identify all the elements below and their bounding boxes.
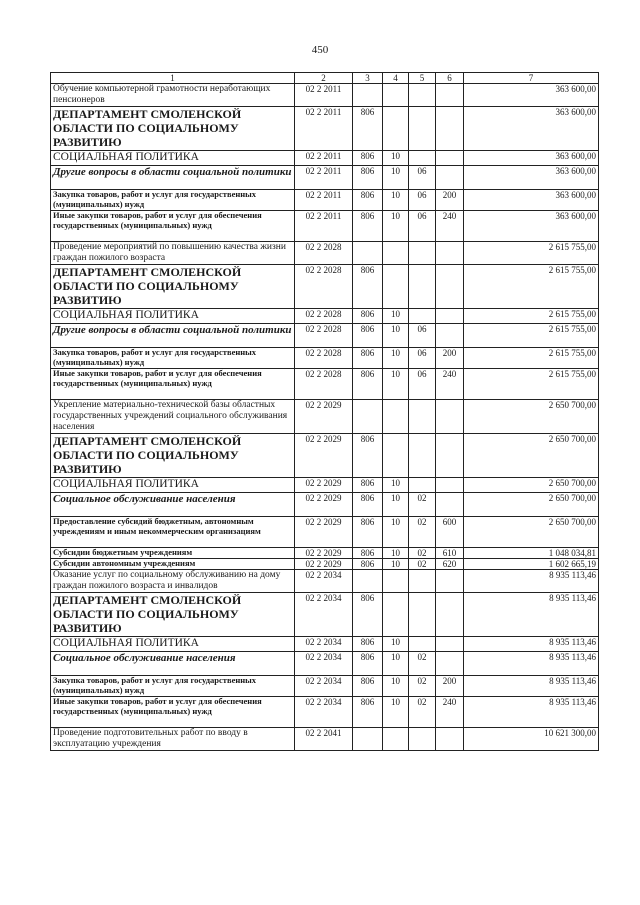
- cell-section: 10: [383, 517, 409, 548]
- cell-expense-type: 600: [436, 517, 464, 548]
- cell-amount: 2 615 755,00: [464, 348, 599, 369]
- cell-code: 02 2 2029: [295, 434, 353, 478]
- cell-section: 10: [383, 493, 409, 517]
- header-cell-grbs: 3: [353, 73, 383, 84]
- table-row: [51, 151, 599, 166]
- cell-name: Иные закупки товаров, работ и услуг для обеспечения государственных (муниципальных) нужд: [51, 211, 295, 242]
- cell-subsection: [409, 570, 436, 593]
- table-row: [51, 559, 599, 570]
- cell-subsection: 06: [409, 166, 436, 190]
- cell-expense-type: [436, 652, 464, 676]
- cell-amount: 2 615 755,00: [464, 242, 599, 265]
- cell-name: СОЦИАЛЬНАЯ ПОЛИТИКА: [51, 309, 295, 324]
- table-row: [51, 697, 599, 728]
- cell-code: 02 2 2028: [295, 309, 353, 324]
- header-cell-expense-type: 6: [436, 73, 464, 84]
- cell-amount: 2 615 755,00: [464, 369, 599, 400]
- cell-subsection: [409, 242, 436, 265]
- cell-amount: 2 615 755,00: [464, 265, 599, 309]
- table-row: [51, 348, 599, 369]
- cell-grbs: 806: [353, 190, 383, 211]
- cell-subsection: 06: [409, 324, 436, 348]
- cell-name: Иные закупки товаров, работ и услуг для обеспечения государственных (муниципальных) нужд: [51, 369, 295, 400]
- cell-subsection: 02: [409, 493, 436, 517]
- cell-name: Закупка товаров, работ и услуг для государственных (муниципальных) нужд: [51, 190, 295, 211]
- cell-amount: 363 600,00: [464, 190, 599, 211]
- cell-section: [383, 400, 409, 434]
- cell-amount: 363 600,00: [464, 107, 599, 151]
- table-row: [51, 166, 599, 190]
- cell-expense-type: [436, 309, 464, 324]
- cell-code: 02 2 2034: [295, 637, 353, 652]
- cell-name: Проведение подготовительных работ по вводу в эксплуатацию учреждения: [51, 728, 295, 751]
- cell-grbs: 806: [353, 369, 383, 400]
- cell-section: [383, 570, 409, 593]
- cell-subsection: [409, 434, 436, 478]
- cell-grbs: [353, 400, 383, 434]
- cell-expense-type: [436, 107, 464, 151]
- cell-grbs: 806: [353, 478, 383, 493]
- table-row: [51, 652, 599, 676]
- cell-name: Субсидии автономным учреждениям: [51, 559, 295, 570]
- cell-name: СОЦИАЛЬНАЯ ПОЛИТИКА: [51, 637, 295, 652]
- table-body: [51, 84, 599, 751]
- cell-section: 10: [383, 324, 409, 348]
- cell-name: ДЕПАРТАМЕНТ СМОЛЕНСКОЙ ОБЛАСТИ ПО СОЦИАЛЬНОМУ РАЗВИТИЮ: [51, 593, 295, 637]
- table-row: [51, 728, 599, 751]
- table-row: [51, 369, 599, 400]
- cell-subsection: 02: [409, 517, 436, 548]
- header-cell-section: 4: [383, 73, 409, 84]
- cell-code: 02 2 2011: [295, 211, 353, 242]
- cell-code: 02 2 2028: [295, 348, 353, 369]
- cell-name: ДЕПАРТАМЕНТ СМОЛЕНСКОЙ ОБЛАСТИ ПО СОЦИАЛЬНОМУ РАЗВИТИЮ: [51, 434, 295, 478]
- cell-expense-type: 200: [436, 190, 464, 211]
- cell-code: 02 2 2028: [295, 242, 353, 265]
- table-row: [51, 211, 599, 242]
- cell-amount: 2 650 700,00: [464, 517, 599, 548]
- cell-code: 02 2 2034: [295, 652, 353, 676]
- cell-amount: 2 650 700,00: [464, 434, 599, 478]
- cell-amount: 363 600,00: [464, 151, 599, 166]
- cell-subsection: [409, 107, 436, 151]
- header-cell-name: 1: [51, 73, 295, 84]
- table-row: [51, 265, 599, 309]
- page-number: 450: [311, 44, 329, 56]
- header-cell-code: 2: [295, 73, 353, 84]
- cell-section: [383, 242, 409, 265]
- table-row: [51, 190, 599, 211]
- cell-name: Иные закупки товаров, работ и услуг для обеспечения государственных (муниципальных) нужд: [51, 697, 295, 728]
- cell-grbs: 806: [353, 166, 383, 190]
- cell-code: 02 2 2029: [295, 478, 353, 493]
- cell-section: [383, 593, 409, 637]
- table-row: [51, 593, 599, 637]
- cell-amount: 2 650 700,00: [464, 478, 599, 493]
- table-row: [51, 676, 599, 697]
- cell-expense-type: 200: [436, 676, 464, 697]
- cell-grbs: 806: [353, 434, 383, 478]
- cell-section: 10: [383, 548, 409, 559]
- cell-section: 10: [383, 151, 409, 166]
- cell-subsection: 02: [409, 697, 436, 728]
- cell-name: Закупка товаров, работ и услуг для государственных (муниципальных) нужд: [51, 676, 295, 697]
- cell-name: Другие вопросы в области социальной политики: [51, 166, 295, 190]
- cell-code: 02 2 2011: [295, 166, 353, 190]
- cell-section: 10: [383, 637, 409, 652]
- cell-amount: 363 600,00: [464, 166, 599, 190]
- cell-name: Социальное обслуживание населения: [51, 652, 295, 676]
- cell-expense-type: 240: [436, 369, 464, 400]
- cell-code: 02 2 2011: [295, 190, 353, 211]
- cell-code: 02 2 2034: [295, 697, 353, 728]
- cell-grbs: 806: [353, 548, 383, 559]
- cell-expense-type: [436, 637, 464, 652]
- cell-grbs: [353, 570, 383, 593]
- cell-amount: 2 650 700,00: [464, 493, 599, 517]
- cell-section: 10: [383, 211, 409, 242]
- cell-section: 10: [383, 369, 409, 400]
- cell-subsection: 06: [409, 211, 436, 242]
- table-row: [51, 324, 599, 348]
- cell-section: [383, 107, 409, 151]
- cell-amount: 8 935 113,46: [464, 676, 599, 697]
- header-cell-subsection: 5: [409, 73, 436, 84]
- cell-expense-type: [436, 728, 464, 751]
- table-row: [51, 478, 599, 493]
- cell-section: 10: [383, 166, 409, 190]
- cell-grbs: 806: [353, 697, 383, 728]
- cell-subsection: 02: [409, 652, 436, 676]
- cell-grbs: 806: [353, 348, 383, 369]
- cell-subsection: [409, 593, 436, 637]
- cell-grbs: 806: [353, 265, 383, 309]
- cell-subsection: [409, 637, 436, 652]
- cell-expense-type: 620: [436, 559, 464, 570]
- cell-grbs: [353, 84, 383, 107]
- cell-grbs: 806: [353, 559, 383, 570]
- cell-code: 02 2 2029: [295, 493, 353, 517]
- cell-amount: 8 935 113,46: [464, 593, 599, 637]
- cell-name: Предоставление субсидий бюджетным, автономным учреждениям и иным некоммерческим организациям: [51, 517, 295, 548]
- cell-code: 02 2 2029: [295, 517, 353, 548]
- cell-subsection: [409, 728, 436, 751]
- table-row: [51, 309, 599, 324]
- cell-code: 02 2 2034: [295, 676, 353, 697]
- cell-name: СОЦИАЛЬНАЯ ПОЛИТИКА: [51, 478, 295, 493]
- table-row: [51, 400, 599, 434]
- cell-section: 10: [383, 348, 409, 369]
- table-row: [51, 637, 599, 652]
- cell-code: 02 2 2011: [295, 84, 353, 107]
- cell-section: 10: [383, 652, 409, 676]
- cell-name: Социальное обслуживание населения: [51, 493, 295, 517]
- cell-subsection: [409, 400, 436, 434]
- cell-section: [383, 84, 409, 107]
- cell-name: Обучение компьютерной грамотности неработающих пенсионеров: [51, 84, 295, 107]
- cell-section: 10: [383, 309, 409, 324]
- cell-grbs: 806: [353, 309, 383, 324]
- cell-code: 02 2 2029: [295, 400, 353, 434]
- cell-amount: 8 935 113,46: [464, 570, 599, 593]
- cell-amount: 2 615 755,00: [464, 309, 599, 324]
- cell-grbs: 806: [353, 151, 383, 166]
- cell-expense-type: [436, 265, 464, 309]
- cell-name: Субсидии бюджетным учреждениям: [51, 548, 295, 559]
- cell-code: 02 2 2041: [295, 728, 353, 751]
- cell-section: 10: [383, 559, 409, 570]
- cell-name: Оказание услуг по социальному обслуживанию на дому граждан пожилого возраста и инвалидов: [51, 570, 295, 593]
- cell-subsection: [409, 151, 436, 166]
- cell-code: 02 2 2011: [295, 151, 353, 166]
- header-row: [51, 73, 599, 84]
- cell-expense-type: [436, 84, 464, 107]
- cell-subsection: 06: [409, 369, 436, 400]
- budget-table: [50, 72, 599, 751]
- cell-subsection: [409, 478, 436, 493]
- cell-subsection: [409, 84, 436, 107]
- cell-amount: 363 600,00: [464, 84, 599, 107]
- cell-grbs: 806: [353, 652, 383, 676]
- cell-subsection: [409, 265, 436, 309]
- cell-subsection: 06: [409, 348, 436, 369]
- cell-grbs: 806: [353, 211, 383, 242]
- cell-section: [383, 265, 409, 309]
- cell-name: СОЦИАЛЬНАЯ ПОЛИТИКА: [51, 151, 295, 166]
- cell-code: 02 2 2028: [295, 369, 353, 400]
- cell-code: 02 2 2034: [295, 570, 353, 593]
- cell-amount: 10 621 300,00: [464, 728, 599, 751]
- cell-code: 02 2 2011: [295, 107, 353, 151]
- cell-section: 10: [383, 478, 409, 493]
- cell-name: ДЕПАРТАМЕНТ СМОЛЕНСКОЙ ОБЛАСТИ ПО СОЦИАЛЬНОМУ РАЗВИТИЮ: [51, 265, 295, 309]
- cell-expense-type: 610: [436, 548, 464, 559]
- cell-name: Другие вопросы в области социальной политики: [51, 324, 295, 348]
- cell-expense-type: [436, 151, 464, 166]
- cell-grbs: [353, 728, 383, 751]
- cell-grbs: 806: [353, 107, 383, 151]
- cell-subsection: 02: [409, 676, 436, 697]
- header-cell-amount: 7: [464, 73, 599, 84]
- cell-code: 02 2 2034: [295, 593, 353, 637]
- cell-subsection: 02: [409, 548, 436, 559]
- cell-expense-type: [436, 166, 464, 190]
- cell-section: [383, 434, 409, 478]
- cell-section: 10: [383, 190, 409, 211]
- table-row: [51, 107, 599, 151]
- cell-name: Закупка товаров, работ и услуг для государственных (муниципальных) нужд: [51, 348, 295, 369]
- cell-expense-type: [436, 242, 464, 265]
- cell-amount: 363 600,00: [464, 211, 599, 242]
- cell-code: 02 2 2029: [295, 559, 353, 570]
- cell-code: 02 2 2028: [295, 265, 353, 309]
- cell-expense-type: [436, 434, 464, 478]
- cell-expense-type: [436, 593, 464, 637]
- cell-grbs: 806: [353, 517, 383, 548]
- table-row: [51, 242, 599, 265]
- cell-name: Укрепление материально-технической базы областных государственных учреждений социального обслуживания населения: [51, 400, 295, 434]
- cell-amount: 2 615 755,00: [464, 324, 599, 348]
- cell-grbs: 806: [353, 676, 383, 697]
- cell-expense-type: [436, 570, 464, 593]
- cell-name: Проведение мероприятий по повышению качества жизни граждан пожилого возраста: [51, 242, 295, 265]
- cell-expense-type: 240: [436, 697, 464, 728]
- cell-expense-type: [436, 478, 464, 493]
- cell-expense-type: [436, 324, 464, 348]
- table-row: [51, 84, 599, 107]
- cell-expense-type: 240: [436, 211, 464, 242]
- table-row: [51, 434, 599, 478]
- table-row: [51, 493, 599, 517]
- table-row: [51, 570, 599, 593]
- cell-expense-type: [436, 400, 464, 434]
- table-row: [51, 517, 599, 548]
- cell-amount: 8 935 113,46: [464, 637, 599, 652]
- cell-section: [383, 728, 409, 751]
- cell-grbs: 806: [353, 593, 383, 637]
- cell-subsection: [409, 309, 436, 324]
- cell-expense-type: 200: [436, 348, 464, 369]
- cell-grbs: [353, 242, 383, 265]
- cell-grbs: 806: [353, 637, 383, 652]
- cell-subsection: 06: [409, 190, 436, 211]
- cell-expense-type: [436, 493, 464, 517]
- cell-amount: 2 650 700,00: [464, 400, 599, 434]
- cell-amount: 1 602 665,19: [464, 559, 599, 570]
- cell-amount: 1 048 034,81: [464, 548, 599, 559]
- cell-amount: 8 935 113,46: [464, 652, 599, 676]
- cell-subsection: 02: [409, 559, 436, 570]
- cell-grbs: 806: [353, 324, 383, 348]
- table-row: [51, 548, 599, 559]
- cell-grbs: 806: [353, 493, 383, 517]
- cell-name: ДЕПАРТАМЕНТ СМОЛЕНСКОЙ ОБЛАСТИ ПО СОЦИАЛЬНОМУ РАЗВИТИЮ: [51, 107, 295, 151]
- cell-code: 02 2 2028: [295, 324, 353, 348]
- cell-amount: 8 935 113,46: [464, 697, 599, 728]
- cell-section: 10: [383, 697, 409, 728]
- cell-section: 10: [383, 676, 409, 697]
- cell-code: 02 2 2029: [295, 548, 353, 559]
